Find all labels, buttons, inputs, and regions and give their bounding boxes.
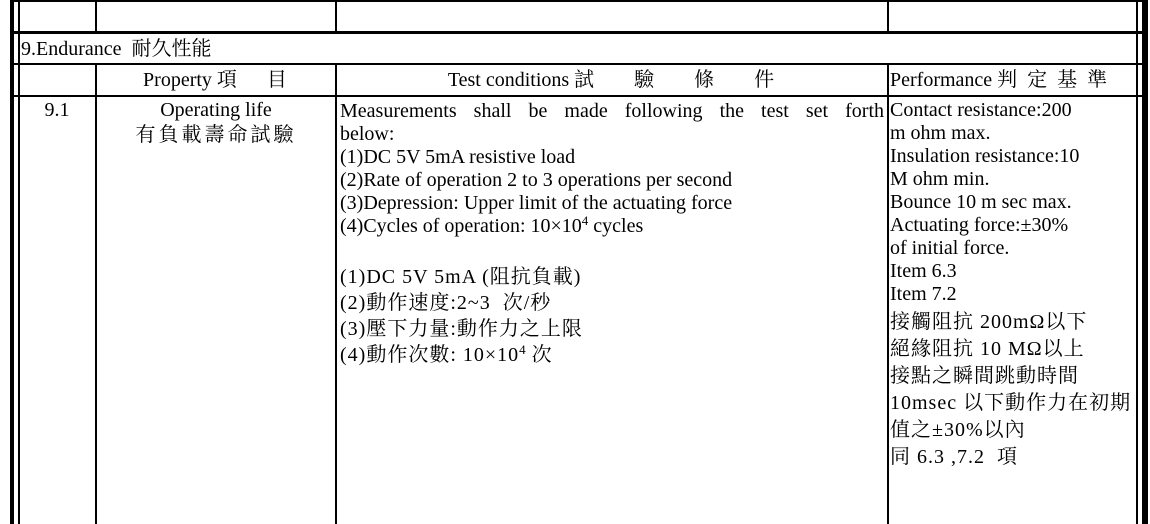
test-condition-line: Measurements shall be made following the test set forth — [340, 100, 884, 122]
cycles-unit-cn: 次 — [525, 344, 553, 366]
test-condition-line: (2)Rate of operation 2 to 3 operations per second — [340, 169, 733, 191]
performance-line-cn: 接觸阻抗 200mΩ以下 — [890, 311, 1088, 333]
section-title: 9.Endurance 耐久性能 — [21, 38, 212, 60]
cycles-text: (4)Cycles of operation: 10×10 — [340, 215, 582, 237]
performance-line: m ohm max. — [890, 122, 991, 144]
test-condition-line-cn-cycles — [340, 342, 884, 368]
column-header-property: Property 項 目 — [143, 69, 287, 91]
rule-below-section-title — [10, 63, 1148, 65]
performance-line: Actuating force:±30% — [890, 214, 1069, 236]
performance-line: of initial force. — [890, 237, 1010, 259]
performance-line: Insulation resistance:10 — [890, 145, 1080, 167]
test-condition-line: (1)DC 5V 5mA resistive load — [340, 146, 576, 168]
table-left-outer-border — [10, 0, 14, 524]
performance-line-cn: 同 6.3 ,7.2 項 — [890, 446, 1018, 468]
test-condition-line-cn: (3)壓下力量:動作力之上限 — [340, 318, 583, 340]
table-left-inner-border — [18, 0, 20, 524]
performance-line-cn: 絕緣阻抗 10 MΩ以上 — [890, 338, 1085, 360]
performance-line: M ohm min. — [890, 168, 990, 190]
property-cell — [97, 99, 335, 148]
cycles-unit: cycles — [588, 215, 644, 237]
rule-below-empty-row — [10, 31, 1148, 34]
table-right-inner-border — [1136, 0, 1138, 524]
performance-line-cn: 10msec 以下動作力在初期 — [890, 392, 1132, 414]
test-condition-line: below: — [340, 123, 395, 145]
performance-cell — [890, 99, 1134, 471]
row-id: 9.1 — [44, 99, 70, 121]
performance-line-cn: 值之±30%以內 — [890, 419, 1026, 441]
test-condition-line-cn: (2)動作速度:2~3 次/秒 — [340, 292, 552, 314]
performance-cn-block — [890, 309, 1134, 471]
table-top-rule — [10, 0, 1148, 2]
column-divider-3 — [887, 65, 889, 524]
performance-line: Contact resistance:200 — [890, 99, 1072, 121]
test-condition-line: (3)Depression: Upper limit of the actuating force — [340, 192, 733, 214]
table-right-outer-border — [1142, 0, 1148, 524]
exponent: 4 — [581, 213, 589, 228]
test-condition-line-cn: (1)DC 5V 5mA (阻抗負載) — [340, 266, 582, 288]
test-condition-line-cycles — [340, 215, 884, 238]
performance-line: Item 6.3 — [890, 260, 957, 282]
performance-line: Bounce 10 m sec max. — [890, 191, 1072, 213]
top-row-divider-1 — [95, 0, 97, 34]
cycles-text-cn: (4)動作次數: 10×10 — [340, 344, 520, 366]
top-row-divider-3 — [887, 0, 889, 34]
top-row-divider-2 — [335, 0, 337, 34]
property-name-en: Operating life — [160, 99, 272, 121]
column-header-test-conditions: Test conditions 試 驗 條 件 — [447, 69, 775, 91]
performance-line: Item 7.2 — [890, 283, 957, 305]
blank-line — [340, 238, 884, 264]
performance-line-cn: 接點之瞬間跳動時間 — [890, 365, 1079, 387]
test-conditions-cell — [340, 100, 884, 368]
column-header-performance: Performance 判 定 基 準 — [890, 69, 1108, 91]
property-name-cn: 有負載壽命試驗 — [135, 124, 297, 146]
column-divider-2 — [335, 65, 337, 524]
rule-below-header-row — [10, 95, 1148, 97]
exponent: 4 — [519, 342, 526, 357]
